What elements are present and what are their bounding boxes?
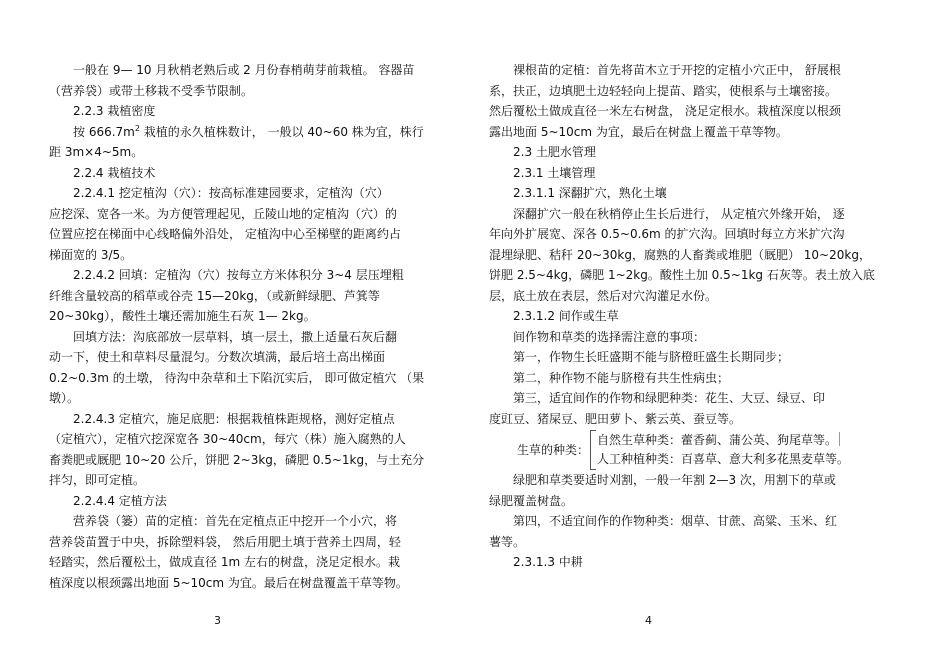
paragraph: 混埋绿肥、秸秆 20~30kg，腐熟的人畜粪或堆肥（厩肥） 10~20kg， bbox=[489, 247, 871, 262]
subsection-heading: 2.2.4.4 定植方法 bbox=[73, 493, 167, 508]
grass-type-cultivated: 人工种植种类：百喜草、意大利多花黑麦草等。 bbox=[597, 452, 850, 466]
paragraph: 梯面宽的 3/5。 bbox=[49, 247, 133, 262]
paragraph: 营养袋（篓）苗的定植：首先在定植点正中挖开一个小穴，将 bbox=[73, 514, 398, 528]
paragraph: 饼肥 2.5~4kg，磷肥 1~2kg。酸性土加 0.5~1kg 石灰等。表土放入底 bbox=[489, 268, 875, 282]
paragraph: 第一，作物生长旺盛期不能与脐橙旺盛生长期同步； bbox=[513, 350, 790, 364]
paragraph: 第四，不适宜间作的作物种类：烟草、甘蔗、高粱、玉米、红 bbox=[513, 514, 838, 528]
edit-mark bbox=[839, 432, 840, 446]
paragraph: 第三，适宜间作的作物和绿肥种类：花生、大豆、绿豆、印 bbox=[513, 391, 826, 405]
paragraph: 20~30kg），酸性土壤还需加施生石灰 1— 2kg。 bbox=[49, 309, 316, 323]
paragraph: 营养袋苗置于中央，拆除塑料袋， 然后用肥土填于营养土四周，轻 bbox=[49, 534, 401, 549]
paragraph: 绿肥覆盖树盘。 bbox=[489, 493, 574, 508]
paragraph: 按 $666.7m^2$ 栽植的永久植株数计， 一般以 40~60 株为宜，株行 bbox=[73, 123, 424, 139]
subsection-heading: 2.2.4.2 回填：定植沟（穴）按每立方米体积分 3~4 层压埋粗 bbox=[73, 268, 404, 282]
paragraph: （定植穴），定植穴挖深宽各 30~40cm，每穴（株）施入腐熟的人 bbox=[49, 432, 406, 446]
section-heading: 2.3.1 土壤管理 bbox=[513, 165, 596, 180]
page-number-left: 3 bbox=[214, 614, 221, 627]
section-heading: 2.2.4 栽植技术 bbox=[73, 165, 156, 180]
subsection-heading: 2.3.1.2 间作或生草 bbox=[513, 309, 619, 323]
paragraph: 年向外扩展宽、深各 0.5~0.6m 的扩穴沟。回填时每立方米扩穴沟 bbox=[489, 227, 845, 241]
paragraph: 系，扶正，边填肥土边轻轻向上提苗、踏实，使根系与土壤密接。 bbox=[489, 83, 838, 98]
paragraph: 0.2~0.3m 的土墩， 待沟中杂草和土下陷沉实后， 即可做定植穴 （果 bbox=[49, 370, 425, 385]
paragraph: 层，底土放在表层，然后对穴沟灌足水份。 bbox=[489, 288, 718, 303]
paragraph: 位置应挖在梯面中心线略偏外沿处， 定植沟中心至梯壁的距离约占 bbox=[49, 227, 401, 241]
grass-type-natural: 自然生草种类：藿香蓟、蒲公英、狗尾草等。 bbox=[597, 433, 838, 447]
section-heading: 2.2.3 栽植密度 bbox=[73, 104, 156, 118]
paragraph: 薯等。 bbox=[489, 534, 526, 549]
paragraph: 深翻扩穴一般在秋梢停止生长后进行， 从定植穴外缘开始， 逐 bbox=[513, 206, 845, 221]
paragraph: 拌匀，即可定植。 bbox=[49, 473, 146, 487]
page-number-right: 4 bbox=[645, 614, 652, 627]
paragraph: 纤维含量较高的稻草或谷壳 15—20kg，（或新鲜绿肥、芦箕等 bbox=[49, 288, 380, 303]
right-page-column bbox=[489, 60, 875, 573]
subsection-heading: 2.3.1.3 中耕 bbox=[513, 555, 583, 569]
paragraph: 植深度以根颈露出地面 5~10cm 为宜。最后在树盘覆盖干草等物。 bbox=[49, 575, 408, 590]
subsection-heading: 2.2.4.1 挖定植沟（穴）：按高标准建园要求，定植沟（穴） bbox=[73, 186, 389, 200]
paragraph: 间作物和草类的选择需注意的事项： bbox=[513, 329, 706, 344]
subsection-heading: 2.2.4.3 定植穴，施足底肥：根据栽植株距规格，测好定植点 bbox=[73, 411, 395, 426]
paragraph: 第二，种作物不能与脐橙有共生性病虫； bbox=[513, 370, 730, 385]
paragraph: 度豇豆、猪屎豆、肥田萝卜、紫云英、蚕豆等。 bbox=[489, 411, 742, 426]
paragraph: 应挖深、宽各一米。为方便管理起见，丘陵山地的定植沟（穴）的 bbox=[49, 206, 398, 221]
brace-icon bbox=[590, 430, 596, 470]
grass-types-group bbox=[489, 430, 861, 470]
paragraph: 裸根苗的定植：首先将苗木立于开挖的定植小穴正中， 舒展根 bbox=[513, 63, 841, 77]
grass-types-label: 生草的种类： bbox=[517, 443, 590, 457]
paragraph: 回填方法：沟底部放一层草料，填一层土，撒上适量石灰后翻 bbox=[73, 329, 398, 344]
left-page-column bbox=[49, 60, 425, 593]
paragraph: 露出地面 5~10cm 为宜，最后在树盘上覆盖干草等物。 bbox=[489, 124, 788, 139]
paragraph: 墩）。 bbox=[49, 391, 80, 405]
paragraph: 绿肥和草类要适时刈割，一般一年割 2—3 次，用割下的草或 bbox=[513, 473, 836, 487]
section-heading: 2.3 土肥水管理 bbox=[513, 145, 596, 159]
paragraph: （营养袋）或带土移栽不受季节限制。 bbox=[49, 83, 254, 98]
paragraph: 轻踏实，然后覆松土，做成直径 1m 左右的树盘，浇足定根水。栽 bbox=[49, 555, 400, 569]
paragraph: 然后覆松土做成直径一米左右树盘， 浇足定根水。栽植深度以根颈 bbox=[489, 104, 841, 118]
subsection-heading: 2.3.1.1 深翻扩穴，熟化土壤 bbox=[513, 186, 667, 200]
paragraph: 距 3m×4~5m。 bbox=[49, 145, 144, 159]
paragraph: 一般在 9— 10 月秋梢老熟后或 2 月份春梢萌芽前栽植。 容器苗 bbox=[73, 63, 415, 77]
superscript: 2 bbox=[134, 123, 140, 133]
paragraph: 动一下，使土和草料尽量混匀。分数次填满，最后培土高出梯面 bbox=[49, 350, 386, 364]
paragraph: 畜粪肥或厩肥 10~20 公斤，饼肥 2~3kg，磷肥 0.5~1kg，与土充分 bbox=[49, 452, 425, 467]
